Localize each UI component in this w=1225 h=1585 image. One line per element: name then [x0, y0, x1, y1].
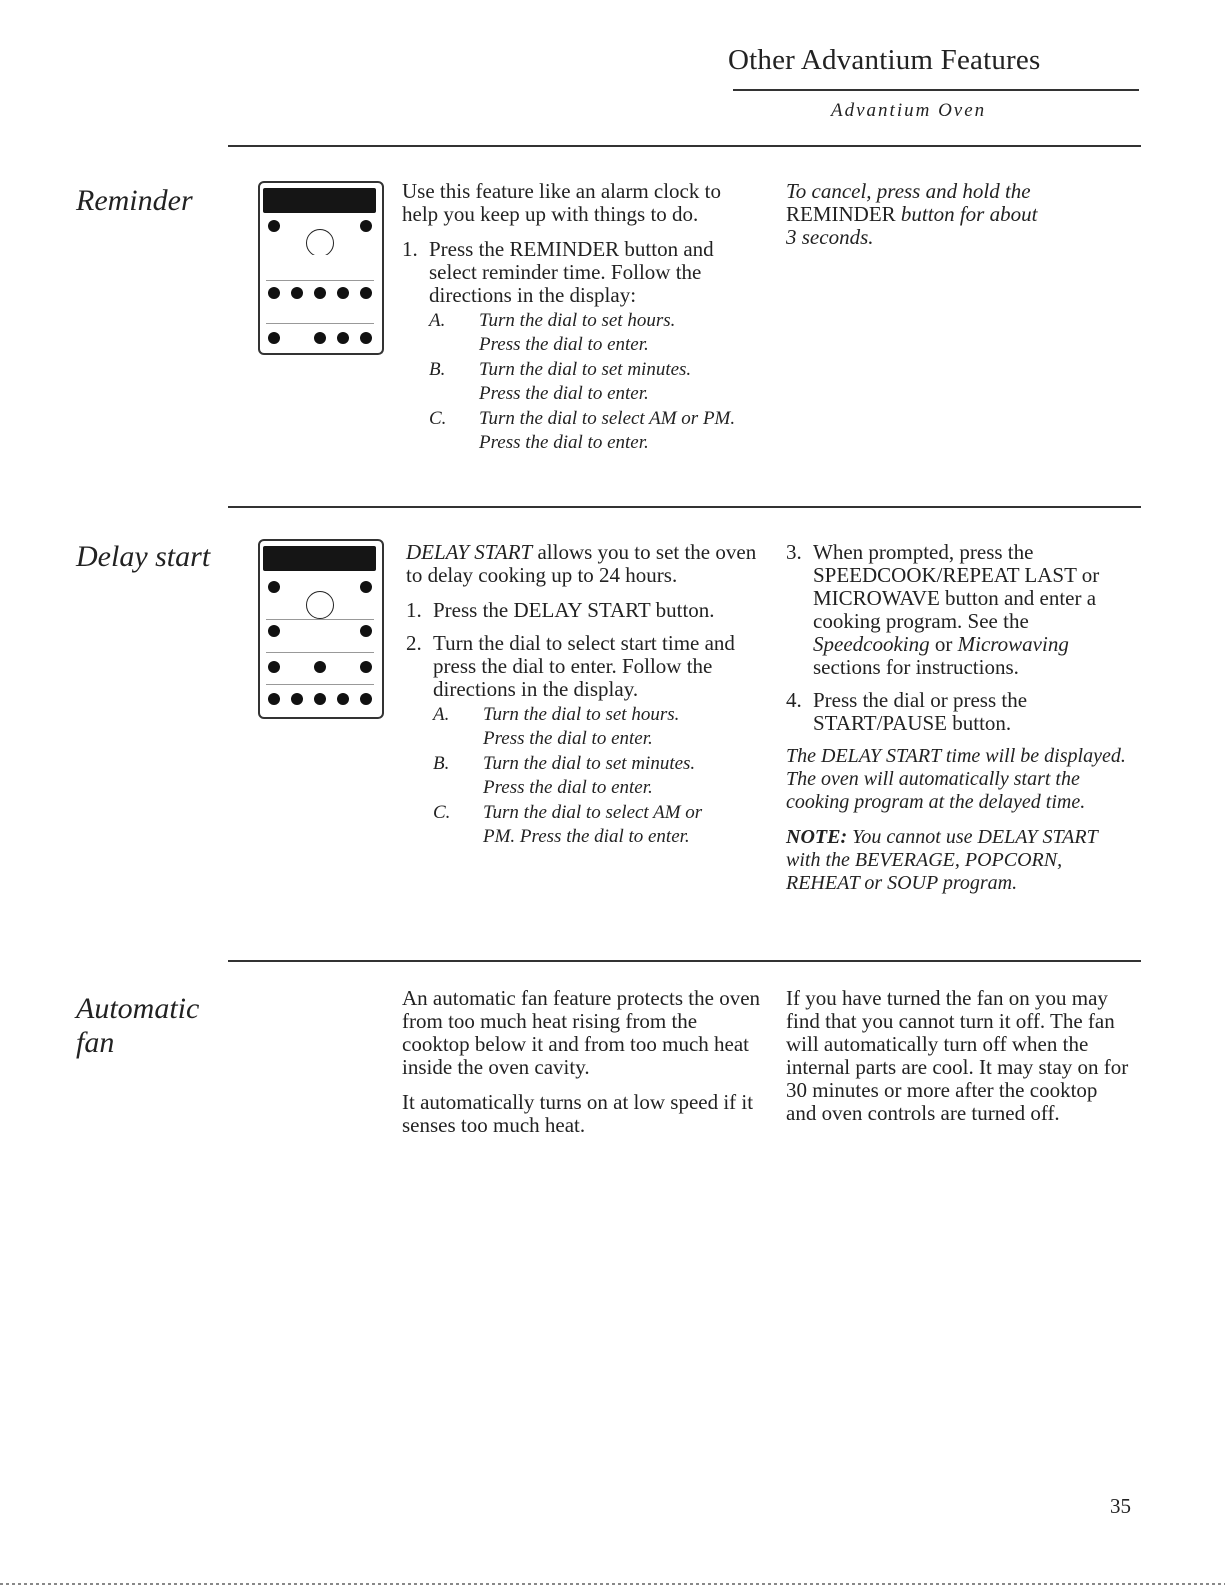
- section-divider: [228, 145, 1141, 147]
- panel-button: [268, 661, 280, 673]
- panel-button: [337, 287, 349, 299]
- substep-line: PM. Press the dial to enter.: [483, 825, 690, 847]
- delay-warning: [786, 826, 1136, 895]
- panel-button: [268, 332, 280, 344]
- step-number: 1.: [406, 598, 422, 622]
- fan-right-column: [786, 987, 1131, 1137]
- panel-button: [314, 693, 326, 705]
- delay-intro-text: allows you to set the oven to delay cooking up to 24 hours.: [406, 540, 757, 587]
- header-rule: [733, 89, 1139, 91]
- panel-dial: [306, 229, 334, 257]
- panel-label-line: [266, 280, 374, 281]
- panel-button: [314, 661, 326, 673]
- fan-paragraph: An automatic fan feature protects the oven from too much heat rising from the cooktop below it and from too much heat inside the oven cavity.: [402, 986, 761, 1079]
- fan-left-column: [402, 987, 762, 1149]
- delay-instructions: [406, 541, 766, 858]
- substep-letter: A.: [429, 310, 446, 331]
- cancel-text: 3 seconds.: [786, 225, 874, 249]
- substep-line: Turn the dial to set minutes.: [483, 753, 696, 774]
- delay-start-term: DELAY START: [406, 540, 533, 564]
- page-header-subtitle: Advantium Oven: [831, 100, 987, 121]
- fan-title-line: fan: [76, 1026, 115, 1059]
- delay-step-2: [406, 632, 766, 848]
- reminder-section-title: Reminder: [76, 184, 193, 217]
- reminder-substep-a: [429, 309, 762, 356]
- panel-button: [314, 287, 326, 299]
- panel-button: [314, 332, 326, 344]
- panel-display: [263, 188, 376, 213]
- substep-line: Turn the dial to select AM or PM.: [479, 408, 736, 429]
- substep-line: Press the dial to enter.: [479, 431, 649, 453]
- cancel-text: To cancel, press and hold the: [786, 179, 1031, 203]
- substep-line: Turn the dial to set hours.: [483, 704, 680, 725]
- delay-substep-b: [433, 752, 766, 799]
- reminder-step-1: [402, 238, 762, 454]
- substep-line: Press the dial to enter.: [479, 382, 649, 404]
- note-label: NOTE:: [786, 826, 848, 848]
- panel-label-line: [266, 684, 374, 685]
- delay-note: The DELAY START time will be displayed. The oven will automatically start the cooking program at the delayed time.: [786, 745, 1126, 813]
- section-divider: [228, 506, 1141, 508]
- reminder-step-1-text: Press the REMINDER button and select reminder time. Follow the directions in the display:: [429, 237, 714, 307]
- reminder-substep-c: [429, 407, 762, 454]
- panel-button: [268, 220, 280, 232]
- panel-button: [291, 287, 303, 299]
- substep-line: Press the dial to enter.: [483, 776, 653, 798]
- panel-label-line: [266, 323, 374, 324]
- step-number: 3.: [786, 540, 802, 564]
- section-divider: [228, 960, 1141, 962]
- panel-button: [360, 581, 372, 593]
- panel-button: [360, 625, 372, 637]
- delay-step-3: [786, 541, 1136, 679]
- delay-right-column: [786, 541, 1136, 907]
- delay-substep-a: [433, 703, 766, 750]
- delay-step-3-text: When prompted, press the SPEEDCOOK/REPEAT LAST or MICROWAVE button and enter a cooking program. See the: [813, 540, 1100, 633]
- substep-letter: B.: [429, 359, 446, 380]
- delay-step-4-text: Press the dial or press the START/PAUSE button.: [813, 688, 1028, 735]
- page-header-title: Other Advantium Features: [728, 44, 1041, 76]
- substep-line: Press the dial to enter.: [483, 727, 653, 749]
- delay-section-title: Delay start: [76, 540, 211, 573]
- delay-intro: [406, 541, 766, 587]
- panel-button: [360, 693, 372, 705]
- substep-letter: C.: [433, 802, 451, 823]
- panel-button: [360, 661, 372, 673]
- panel-button: [360, 220, 372, 232]
- microwaving-ref: Microwaving: [957, 632, 1069, 656]
- delay-step-1-text: Press the DELAY START button.: [433, 598, 715, 622]
- panel-label-line: [266, 652, 374, 653]
- substep-letter: A.: [433, 704, 450, 725]
- page-number: 35: [1110, 1494, 1131, 1518]
- cancel-button-name: REMINDER: [786, 202, 896, 226]
- reminder-panel-lower: [258, 255, 384, 355]
- panel-button: [360, 332, 372, 344]
- reminder-intro: Use this feature like an alarm clock to help you keep up with things to do.: [402, 179, 721, 226]
- substep-letter: C.: [429, 408, 447, 429]
- delay-substep-c: [433, 801, 766, 848]
- delay-step-1: [406, 599, 766, 622]
- speedcooking-ref: Speedcooking: [813, 632, 930, 656]
- cancel-text: button for about: [900, 202, 1038, 226]
- panel-button: [268, 287, 280, 299]
- substep-line: Turn the dial to set minutes.: [479, 359, 692, 380]
- panel-button: [337, 332, 349, 344]
- panel-button: [268, 693, 280, 705]
- step-number: 4.: [786, 688, 802, 712]
- substep-line: Press the dial to enter.: [479, 333, 649, 355]
- reminder-instructions: [402, 180, 762, 464]
- substep-line: Turn the dial to set hours.: [479, 310, 676, 331]
- panel-dial: [306, 591, 334, 619]
- delay-step-4: [786, 689, 1136, 735]
- delay-step-2-text: Turn the dial to select start time and press the dial to enter. Follow the directions in the display.: [433, 631, 735, 701]
- step-number: 1.: [402, 237, 418, 261]
- panel-display: [263, 546, 376, 571]
- panel-button: [360, 287, 372, 299]
- reminder-substep-b: [429, 358, 762, 405]
- substep-letter: B.: [433, 753, 450, 774]
- fan-section-title: [76, 992, 199, 1060]
- fan-paragraph: If you have turned the fan on you may find that you cannot turn it off. The fan will automatically turn off when the internal parts are cool. It may stay on for 30 minutes or more after the cooktop and oven controls are turned off.: [786, 986, 1129, 1125]
- delay-step-3-text: or: [934, 632, 953, 656]
- panel-button: [291, 693, 303, 705]
- delay-control-panel-illustration: [258, 539, 384, 719]
- reminder-cancel-note: [786, 180, 1086, 249]
- note-text: You cannot use DELAY START with the BEVERAGE, POPCORN, REHEAT or SOUP program.: [786, 826, 1098, 894]
- step-number: 2.: [406, 631, 422, 655]
- fan-title-line: Automatic: [76, 992, 200, 1025]
- delay-step-3-text: sections for instructions.: [813, 655, 1019, 679]
- panel-button: [337, 693, 349, 705]
- fan-paragraph: It automatically turns on at low speed if it senses too much heat.: [402, 1090, 754, 1137]
- substep-line: Turn the dial to select AM or: [483, 802, 703, 823]
- panel-label-line: [266, 619, 374, 620]
- panel-button: [268, 581, 280, 593]
- panel-button: [268, 625, 280, 637]
